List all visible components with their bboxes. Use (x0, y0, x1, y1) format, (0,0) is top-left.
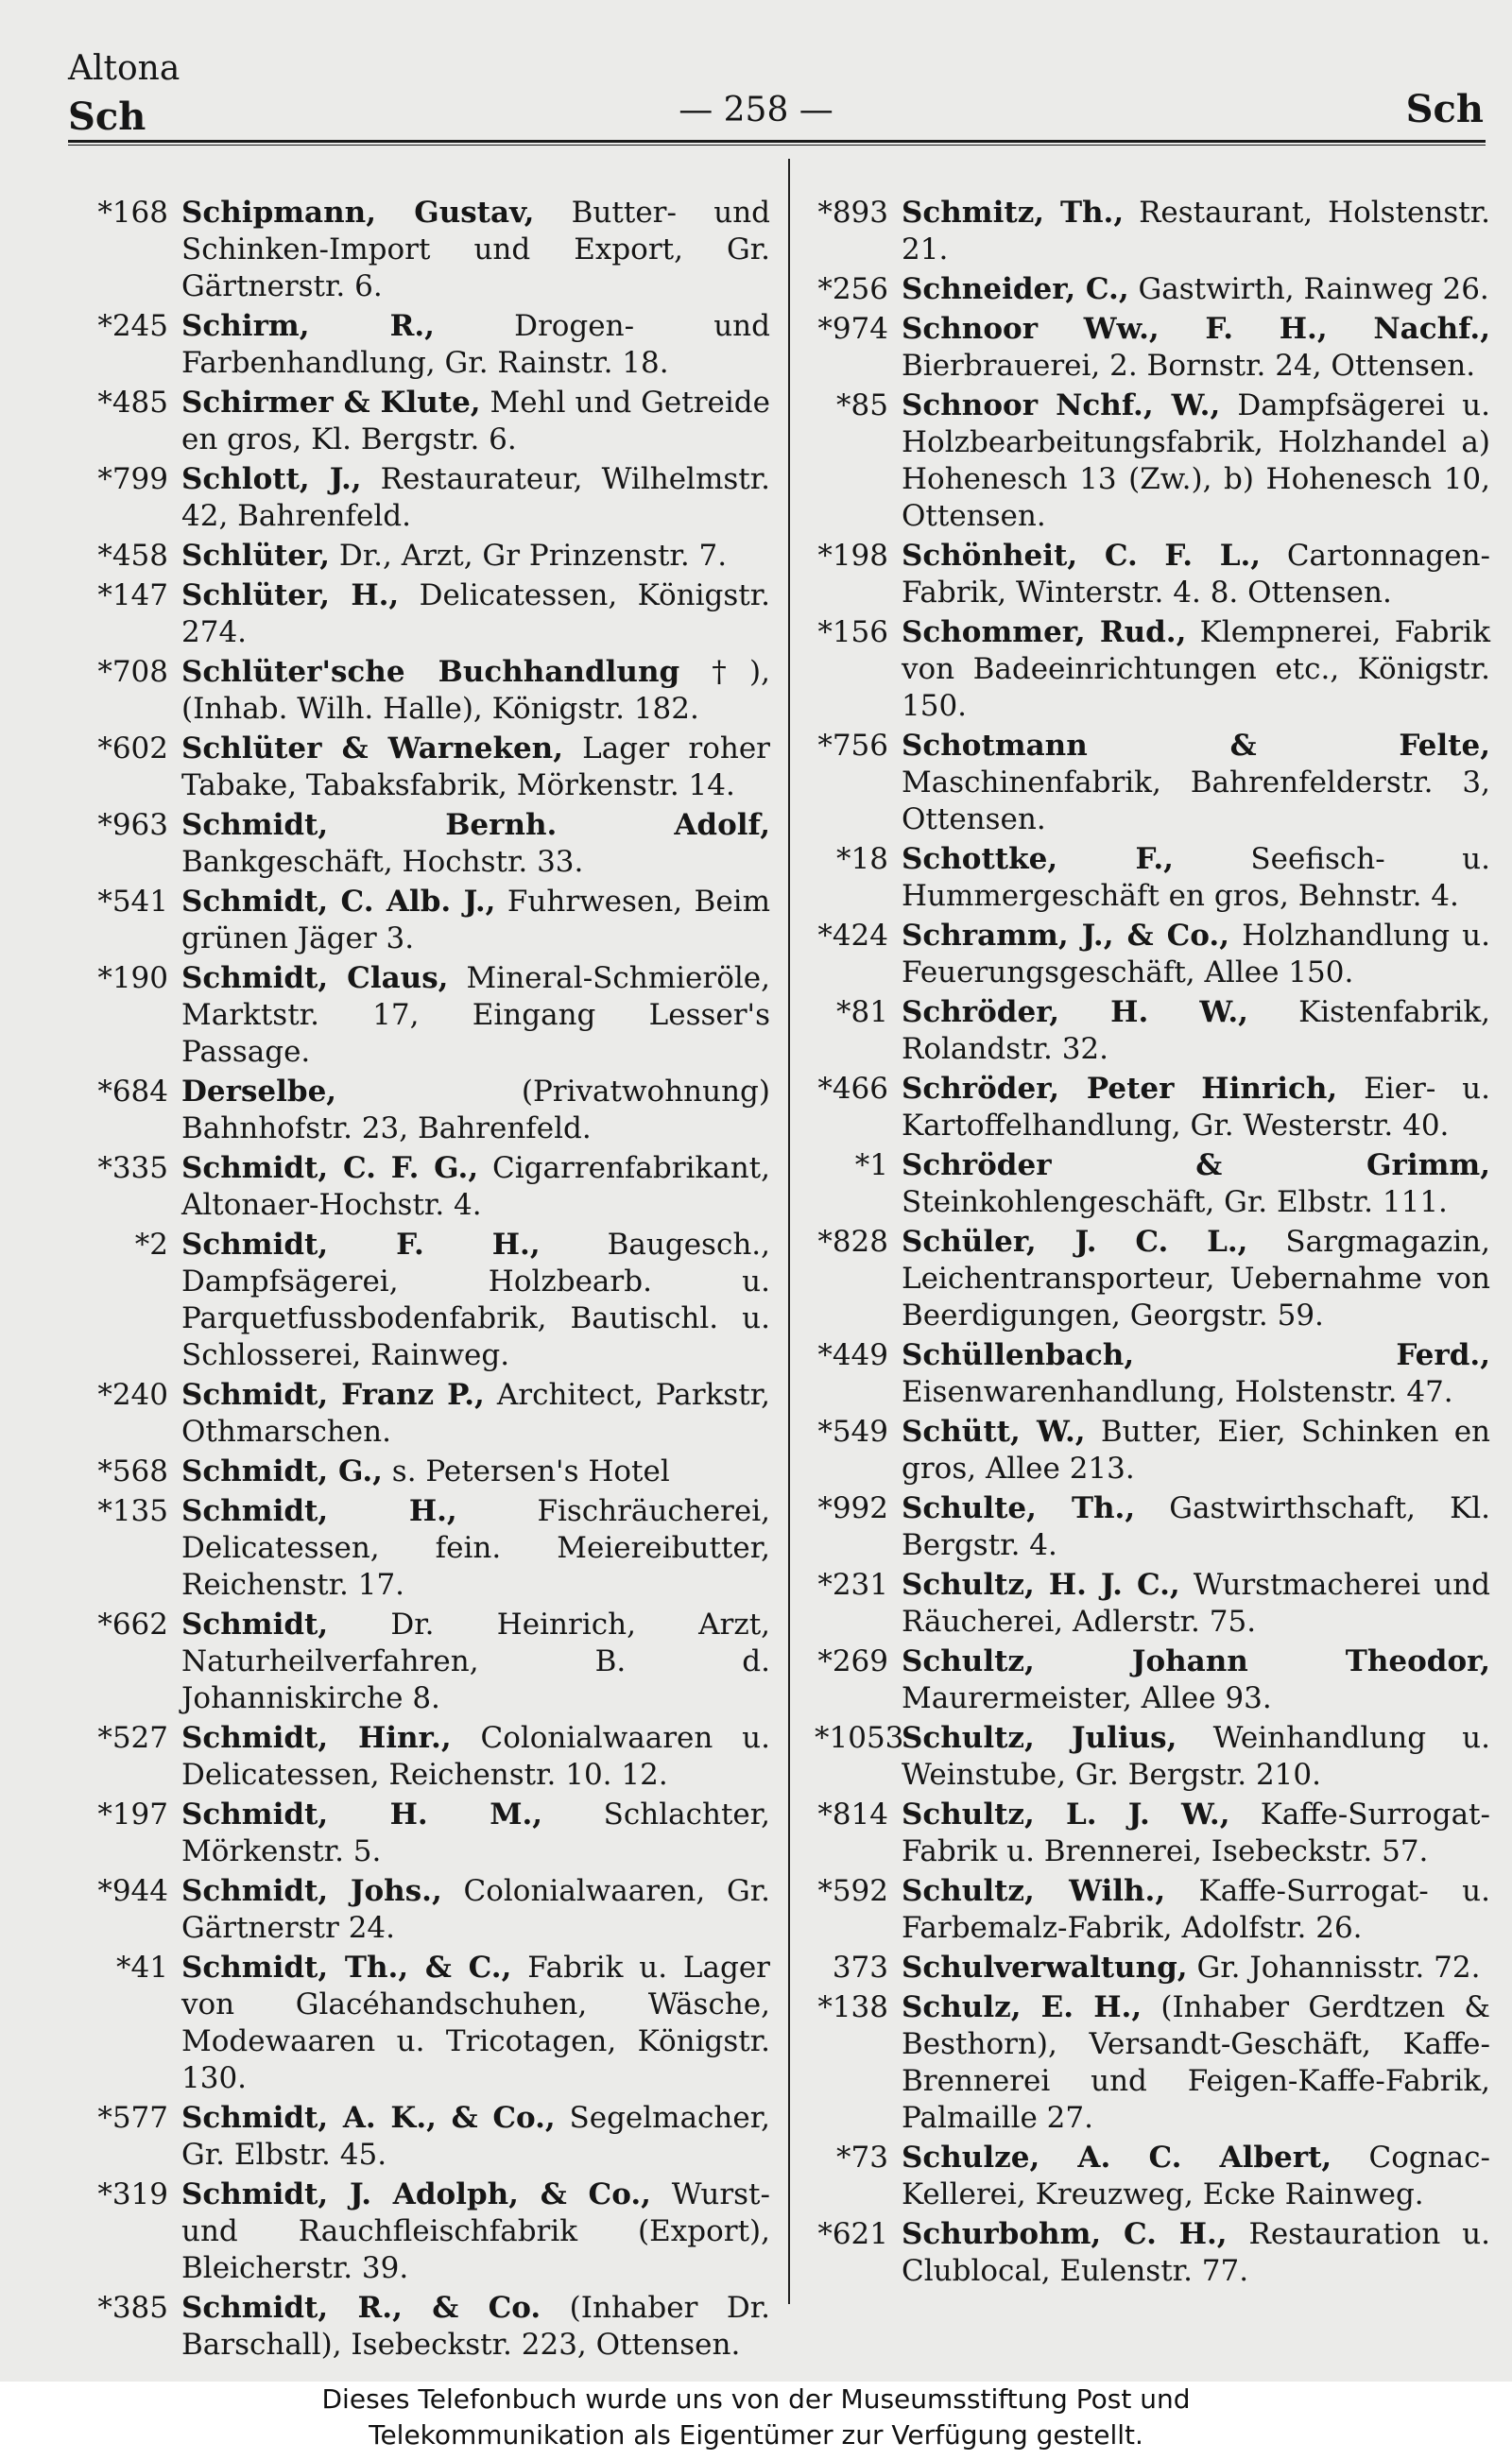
phone-number: *335 (97, 1151, 168, 1185)
entry-details: (Inhaber Gerdtzen & Besthorn), Versandt-Geschäft, Kaffe-Brennerei und Feigen-Kaffe-Fabrik, Palmaille 27. (902, 1990, 1490, 2135)
entry-name: Schmidt, Th., & C., (181, 1951, 512, 1985)
entry-name: Schultz, Johann Theodor, (902, 1644, 1490, 1678)
directory-entry (94, 731, 770, 804)
entry-details: Gastwirthschaft, Kl. Bergstr. 4. (902, 1491, 1490, 1562)
section-label-left: Sch (68, 95, 146, 139)
entry-details: Restaurant, Holstenstr. 21. (902, 196, 1490, 267)
phone-number: *602 (97, 731, 168, 766)
entry-details: Wurstmacherei und Räucherei, Adlerstr. 75. (902, 1568, 1491, 1639)
phone-number: *319 (97, 2177, 168, 2211)
entry-details: Restaurateur, Wilhelmstr. 42, Bahrenfeld. (181, 462, 771, 533)
directory-entry (815, 195, 1490, 268)
phone-number: *944 (97, 1874, 168, 1908)
entry-details: Maurermeister, Allee 93. (902, 1681, 1272, 1715)
right-column (815, 195, 1490, 2293)
phone-number: *135 (97, 1494, 168, 1528)
entry-name: Schmidt, (181, 1608, 329, 1642)
entry-name: Schommer, Rud., (902, 615, 1187, 649)
entry-details: Weinhandlung u. Weinstube, Gr. Bergstr. 210. (902, 1721, 1491, 1792)
page-number: — 258 — (679, 91, 833, 129)
entry-name: Schmidt, H. M., (181, 1798, 543, 1832)
entry-details: Kaffe-Surrogat- u. Farbemalz-Fabrik, Adolfstr. 26. (902, 1874, 1490, 1945)
directory-entry (94, 195, 770, 305)
directory-entry (815, 1989, 1490, 2137)
directory-entry (815, 994, 1490, 1068)
directory-entry (815, 614, 1490, 725)
entry-name: Schmidt, G., (181, 1454, 383, 1488)
directory-entry (94, 1377, 770, 1451)
directory-entry (815, 271, 1490, 308)
directory-entry (94, 461, 770, 535)
directory-entry (94, 1797, 770, 1870)
phone-number: *662 (97, 1608, 168, 1642)
entry-details: †), (Inhab. Wilh. Halle), Königstr. 182. (181, 655, 770, 726)
entry-name: Schulze, A. C. Albert, (902, 2141, 1332, 2175)
entry-name: Schmidt, R., & Co. (181, 2291, 541, 2325)
entry-name: Schmidt, A. K., & Co., (181, 2101, 556, 2135)
directory-entry (94, 884, 770, 957)
entry-details: Drogen- und Farbenhandlung, Gr. Rainstr. 18. (181, 309, 770, 380)
entry-details: Lager roher Tabake, Tabaksfabrik, Mörkenstr. 14. (181, 731, 770, 802)
entry-details: Cognac-Kellerei, Kreuzweg, Ecke Rainweg. (902, 2141, 1490, 2211)
entry-details: Segelmacher, Gr. Elbstr. 45. (181, 2101, 770, 2172)
entry-details: Butter- und Schinken-Import und Export, Gr. Gärtnerstr. 6. (181, 196, 771, 303)
directory-entry (94, 1227, 770, 1374)
phone-number: *197 (97, 1798, 168, 1832)
entry-name: Schultz, H. J. C., (902, 1568, 1180, 1602)
phone-number: *1053 (815, 1721, 904, 1755)
phone-number: *231 (817, 1568, 888, 1602)
phone-number: *799 (97, 462, 168, 496)
footer-notice (0, 2382, 1512, 2460)
entry-details: (Privatwohnung) Bahnhofstr. 23, Bahrenfeld. (181, 1075, 770, 1145)
entry-name: Schlüter, (181, 539, 331, 573)
directory-entry (94, 2290, 770, 2364)
entry-details: Mineral-Schmieröle, Marktstr. 17, Eingang Lesser's Passage. (181, 961, 770, 1069)
directory-entry (94, 654, 770, 728)
entry-details: Cartonnagen-Fabrik, Winterstr. 4. 8. Ottensen. (902, 539, 1491, 610)
directory-entry (815, 538, 1490, 611)
entry-details: Holzhandlung u. Feuerungsgeschäft, Allee 150. (902, 919, 1490, 989)
phone-number: *18 (836, 842, 888, 876)
entry-name: Schirmer & Klute, (181, 386, 481, 420)
entry-details: Restauration u. Clublocal, Eulenstr. 77. (902, 2217, 1490, 2288)
directory-entry (94, 1493, 770, 1604)
phone-number: *485 (97, 386, 168, 420)
phone-number: *549 (817, 1415, 888, 1449)
entry-name: Schüler, J. C. L., (902, 1225, 1248, 1259)
entry-details: Gastwirth, Rainweg 26. (1138, 272, 1489, 306)
entry-name: Schlüter'sche Buchhandlung (181, 655, 680, 689)
entry-name: Schnoor Ww., F. H., Nachf., (902, 312, 1490, 346)
directory-entry (94, 1074, 770, 1147)
section-label-right: Sch (1405, 87, 1484, 131)
entry-name: Schütt, W., (902, 1415, 1086, 1449)
directory-entry (94, 1720, 770, 1794)
entry-details: Klempnerei, Fabrik von Badeeinrichtungen etc., Königstr. 150. (902, 615, 1490, 723)
directory-entry (815, 1071, 1490, 1144)
directory-entry (815, 1490, 1490, 1564)
directory-entry (94, 1454, 770, 1490)
phone-number: *541 (97, 885, 168, 919)
entry-name: Schramm, J., & Co., (902, 919, 1230, 953)
entry-name: Schmidt, Franz P., (181, 1378, 485, 1412)
directory-entry (815, 841, 1490, 915)
entry-name: Schröder & Grimm, (902, 1148, 1490, 1182)
entry-name: Schlott, J., (181, 462, 362, 496)
entry-details: Dr. Heinrich, Arzt, Naturheilverfahren, B. d. Johanniskirche 8. (181, 1608, 770, 1715)
phone-number: *424 (817, 919, 888, 953)
directory-entry (94, 308, 770, 382)
entry-details: Schlachter, Mörkenstr. 5. (181, 1798, 771, 1868)
directory-entry (815, 918, 1490, 991)
entry-details: Eier- u. Kartoffelhandlung, Gr. Westerstr. 40. (902, 1072, 1490, 1143)
phone-number: *466 (817, 1072, 888, 1106)
directory-entry (94, 385, 770, 458)
directory-entry (94, 577, 770, 651)
phone-number: *621 (817, 2217, 888, 2251)
directory-entry (815, 1414, 1490, 1488)
directory-entry (94, 538, 770, 575)
directory-entry (94, 1950, 770, 2097)
entry-details: Bierbrauerei, 2. Bornstr. 24, Ottensen. (902, 349, 1476, 383)
entry-details: Baugesch., Dampfsägerei, Holzbearb. u. Parquetfussbodenfabrik, Bautischl. u. Schlosserei, Rainweg. (181, 1228, 771, 1372)
phone-number: *458 (97, 539, 168, 573)
header-rule-thin (68, 145, 1486, 146)
entry-name: Schurbohm, C. H., (902, 2217, 1228, 2251)
left-column (94, 195, 770, 2366)
directory-entry (815, 728, 1490, 838)
entry-name: Schulte, Th., (902, 1491, 1136, 1525)
entry-name: Schulz, E. H., (902, 1990, 1143, 2024)
entry-name: Schmidt, Hinr., (181, 1721, 452, 1755)
directory-entry (94, 1607, 770, 1717)
directory-entry (815, 1567, 1490, 1641)
entry-details: s. Petersen's Hotel (391, 1454, 670, 1488)
phone-number: *85 (836, 388, 888, 422)
directory-entry (815, 1720, 1490, 1794)
entry-details: Bankgeschäft, Hochstr. 33. (181, 845, 584, 879)
entry-name: Schipmann, Gustav, (181, 196, 535, 230)
phone-number: *592 (817, 1874, 888, 1908)
entry-name: Schultz, Wilh., (902, 1874, 1166, 1908)
entry-details: Eisenwarenhandlung, Holstenstr. 47. (902, 1375, 1453, 1409)
entry-name: Schmidt, C. Alb. J., (181, 885, 496, 919)
entry-name: Schirm, R., (181, 309, 435, 343)
phone-number: *190 (97, 961, 168, 995)
entry-details: Dr., Arzt, Gr Prinzenstr. 7. (338, 539, 728, 573)
phone-number: *568 (97, 1454, 168, 1488)
phone-number: *963 (97, 808, 168, 842)
phone-number: *73 (836, 2141, 888, 2175)
entry-name: Schneider, C., (902, 272, 1129, 306)
entry-details: Cigarrenfabrikant, Altonaer-Hochstr. 4. (181, 1151, 770, 1222)
phone-number: *893 (817, 196, 888, 230)
phone-number: *138 (817, 1990, 888, 2024)
entry-details: Maschinenfabrik, Bahrenfelderstr. 3, Ottensen. (902, 766, 1490, 836)
directory-entry (815, 1873, 1490, 1947)
directory-entry (94, 807, 770, 881)
entry-name: Schottke, F., (902, 842, 1174, 876)
phone-number: *41 (116, 1951, 168, 1985)
entry-name: Schüllenbach, Ferd., (902, 1338, 1490, 1372)
entry-name: Schotmann & Felte, (902, 729, 1490, 763)
entry-name: Schultz, Julius, (902, 1721, 1177, 1755)
entry-name: Derselbe, (181, 1075, 337, 1109)
entry-name: Schmidt, H., (181, 1494, 457, 1528)
entry-details: Architect, Parkstr, Othmarschen. (181, 1378, 770, 1449)
entry-name: Schmidt, J. Adolph, & Co., (181, 2177, 651, 2211)
entry-details: Kaffe-Surrogat-Fabrik u. Brennerei, Isebeckstr. 57. (902, 1798, 1490, 1868)
entry-details: Wurst- und Rauchfleischfabrik (Export), Bleicherstr. 39. (181, 2177, 770, 2285)
phone-number: *385 (97, 2291, 168, 2325)
phone-number: *756 (817, 729, 888, 763)
entry-name: Schröder, H. W., (902, 995, 1248, 1029)
entry-name: Schröder, Peter Hinrich, (902, 1072, 1338, 1106)
directory-entry (815, 1147, 1490, 1221)
directory-entry (815, 1797, 1490, 1870)
entry-name: Schmidt, F. H., (181, 1228, 541, 1262)
phone-number: *992 (817, 1491, 888, 1525)
city-heading: Altona (68, 49, 180, 88)
directory-entry (94, 2176, 770, 2287)
phone-number: *269 (817, 1644, 888, 1678)
entry-details: Fabrik u. Lager von Glacéhandschuhen, Wäsche, Modewaaren u. Tricotagen, Königstr. 130. (181, 1951, 770, 2095)
phone-number: *527 (97, 1721, 168, 1755)
footer-line-2: Telekommunikation als Eigentümer zur Verfügung gestellt. (369, 2419, 1143, 2451)
directory-entry (815, 311, 1490, 385)
entry-details: Kistenfabrik, Rolandstr. 32. (902, 995, 1490, 1066)
directory-entry (815, 1337, 1490, 1411)
entry-details: Fischräucherei, Delicatessen, fein. Meiereibutter, Reichenstr. 17. (181, 1494, 770, 1602)
entry-details: Fuhrwesen, Beim grünen Jäger 3. (181, 885, 770, 955)
entry-details: (Inhaber Dr. Barschall), Isebeckstr. 223, Ottensen. (181, 2291, 770, 2362)
phone-number: *2 (134, 1228, 168, 1262)
phone-number: *449 (817, 1338, 888, 1372)
directory-entry (94, 2100, 770, 2174)
phone-number: 373 (832, 1951, 888, 1985)
directory-entry (94, 960, 770, 1071)
directory-entry (815, 387, 1490, 535)
entry-details: Delicatessen, Königstr. 274. (181, 578, 770, 649)
phone-number: *684 (97, 1075, 168, 1109)
entry-details: Butter, Eier, Schinken en gros, Allee 213. (902, 1415, 1491, 1486)
entry-name: Schnoor Nchf., W., (902, 388, 1221, 422)
entry-name: Schmidt, C. F. G., (181, 1151, 479, 1185)
phone-number: *256 (817, 272, 888, 306)
header-rule (68, 140, 1486, 143)
phone-number: *81 (836, 995, 888, 1029)
directory-entry (815, 2140, 1490, 2213)
entry-details: Colonialwaaren, Gr. Gärtnerstr 24. (181, 1874, 770, 1945)
column-divider (788, 159, 790, 2304)
directory-entry (815, 1224, 1490, 1334)
phone-number: *814 (817, 1798, 888, 1832)
directory-entry (815, 1950, 1490, 1987)
directory-entry (94, 1150, 770, 1224)
directory-entry (815, 2216, 1490, 2290)
phone-number: *168 (97, 196, 168, 230)
phone-number: *147 (97, 578, 168, 612)
phone-number: *577 (97, 2101, 168, 2135)
phone-number: *828 (817, 1225, 888, 1259)
phone-number: *1 (854, 1148, 888, 1182)
entry-name: Schlüter, H., (181, 578, 400, 612)
phone-number: *974 (817, 312, 888, 346)
entry-name: Schlüter & Warneken, (181, 731, 563, 766)
entry-details: Dampfsägerei u. Holzbearbeitungsfabrik, Holzhandel a) Hohenesch 13 (Zw.), b) Hohenesch 10, Ottensen. (902, 388, 1490, 533)
phone-number: *156 (817, 615, 888, 649)
entry-details: Colonialwaaren u. Delicatessen, Reichenstr. 10. 12. (181, 1721, 770, 1792)
entry-details: Mehl und Getreide en gros, Kl. Bergstr. 6. (181, 386, 770, 456)
entry-name: Schmidt, Bernh. Adolf, (181, 808, 770, 842)
directory-entry (815, 1643, 1490, 1717)
phone-number: *708 (97, 655, 168, 689)
entry-details: Steinkohlengeschäft, Gr. Elbstr. 111. (902, 1185, 1448, 1219)
entry-details: Gr. Johannisstr. 72. (1196, 1951, 1481, 1985)
entry-name: Schmidt, Claus, (181, 961, 449, 995)
entry-details: Seefisch- u. Hummergeschäft en gros, Behnstr. 4. (902, 842, 1490, 913)
phone-number: *198 (817, 539, 888, 573)
entry-name: Schmidt, Johs., (181, 1874, 442, 1908)
entry-name: Schönheit, C. F. L., (902, 539, 1262, 573)
directory-entry (94, 1873, 770, 1947)
phone-number: *245 (97, 309, 168, 343)
entry-name: Schultz, L. J. W., (902, 1798, 1230, 1832)
footer-line-1: Dieses Telefonbuch wurde uns von der Museumsstiftung Post und (321, 2383, 1191, 2415)
phone-number: *240 (97, 1378, 168, 1412)
entry-name: Schulverwaltung, (902, 1951, 1188, 1985)
entry-name: Schmitz, Th., (902, 196, 1125, 230)
entry-details: Sargmagazin, Leichentransporteur, Uebernahme von Beerdigungen, Georgstr. 59. (902, 1225, 1490, 1333)
